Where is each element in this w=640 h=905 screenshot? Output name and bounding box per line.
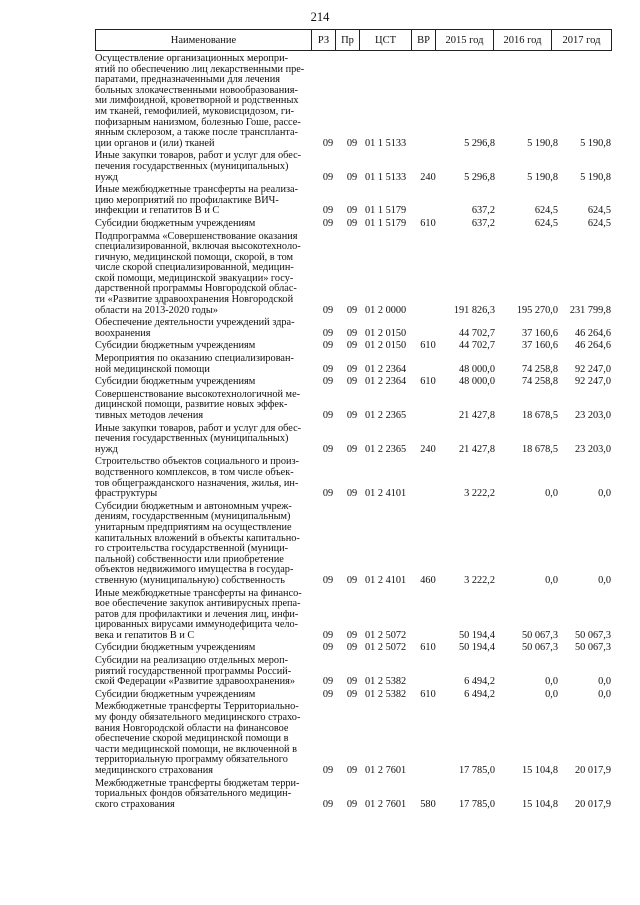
cell-2016: 195 270,0: [516, 304, 558, 316]
header-rz: РЗ: [312, 30, 336, 51]
cell-pr: 09: [346, 629, 358, 641]
cell-2017: 23 203,0: [574, 443, 611, 455]
row-name: Субсидии бюджетным учреждениям: [95, 376, 256, 388]
table-row: [95, 424, 615, 456]
cell-2015: 21 427,8: [458, 410, 495, 421]
header-2016: 2016 год: [494, 30, 552, 51]
cell-cst: 01 2 4101: [365, 574, 407, 586]
cell-cst: 01 2 2364: [365, 376, 407, 388]
cell-pr: 09: [346, 217, 358, 229]
cell-2017: 5 190,8: [580, 137, 611, 149]
cell-cst: 01 2 5382: [365, 676, 407, 688]
cell-cst: 01 2 4101: [365, 488, 407, 500]
cell-rz: 09: [322, 574, 334, 586]
cell-rz: 09: [322, 629, 334, 641]
cell-2015: 3 222,2: [464, 488, 495, 500]
row-name: Субсидии бюджетным учреждениям: [95, 642, 256, 654]
cell-2017: 0,0: [598, 574, 611, 586]
header-pr: Пр: [336, 30, 360, 51]
cell-rz: 09: [322, 376, 334, 388]
cell-vr: 580: [420, 798, 436, 810]
cell-cst: 01 1 5133: [365, 171, 407, 183]
cell-2017: 5 190,8: [580, 171, 611, 183]
cell-pr: 09: [346, 340, 358, 352]
cell-rz: 09: [322, 676, 334, 688]
cell-vr: 610: [420, 642, 436, 654]
cell-2017: 0,0: [598, 688, 611, 700]
cell-rz: 09: [322, 688, 334, 700]
cell-vr: 610: [420, 688, 436, 700]
cell-cst: 01 2 2365: [365, 410, 407, 421]
row-name: Обеспечение деятельности учреждений здра- воохранения: [95, 317, 295, 339]
cell-2016: 18 678,5: [521, 410, 558, 421]
cell-cst: 01 2 0150: [365, 327, 407, 339]
cell-pr: 09: [346, 676, 358, 688]
cell-cst: 01 2 0000: [365, 304, 407, 316]
row-name: Совершенствование высокотехнологичной ме- дицинской помощи, развитие новых эффек- тивных методов лечения: [95, 388, 301, 421]
cell-vr: 610: [420, 376, 436, 388]
cell-vr: 240: [420, 171, 436, 183]
table-row: [95, 354, 615, 375]
cell-2016: 50 067,3: [521, 642, 558, 654]
header-cst: ЦСТ: [360, 30, 412, 51]
cell-2015: 3 222,2: [464, 574, 495, 586]
cell-cst: 01 1 5133: [365, 137, 407, 149]
table-row: [95, 690, 615, 701]
cell-2015: 50 194,4: [458, 629, 495, 641]
cell-2017: 20 017,9: [574, 798, 611, 810]
cell-2015: 48 000,0: [458, 376, 495, 388]
table-row: [95, 318, 615, 339]
cell-2017: 231 799,8: [569, 304, 611, 316]
cell-2016: 50 067,3: [521, 629, 558, 641]
cell-2016: 37 160,6: [521, 327, 558, 339]
row-name: Иные закупки товаров, работ и услуг для обес- печения государственных (муниципальных) нужд: [95, 150, 302, 183]
table-row: [95, 151, 615, 183]
cell-2015: 191 826,3: [453, 304, 495, 316]
cell-cst: 01 2 7601: [365, 765, 407, 776]
cell-rz: 09: [322, 171, 334, 183]
cell-2016: 0,0: [545, 488, 558, 500]
table-row: [95, 185, 615, 217]
cell-2016: 18 678,5: [521, 443, 558, 455]
cell-rz: 09: [322, 217, 334, 229]
cell-2015: 5 296,8: [464, 171, 495, 183]
cell-2015: 17 785,0: [458, 765, 495, 776]
cell-pr: 09: [346, 765, 358, 776]
cell-cst: 01 1 5179: [365, 205, 407, 217]
cell-rz: 09: [322, 137, 334, 149]
cell-2016: 74 258,8: [521, 376, 558, 388]
cell-2016: 5 190,8: [527, 137, 558, 149]
cell-2016: 624,5: [534, 217, 558, 229]
cell-2016: 0,0: [545, 574, 558, 586]
cell-2015: 48 000,0: [458, 363, 495, 375]
cell-2017: 50 067,3: [574, 642, 611, 654]
cell-cst: 01 2 5382: [365, 688, 407, 700]
cell-pr: 09: [346, 443, 358, 455]
header-2015: 2015 год: [436, 30, 494, 51]
row-name: Субсидии бюджетным учреждениям: [95, 340, 256, 352]
cell-2015: 6 494,2: [464, 688, 495, 700]
table-row: [95, 341, 615, 352]
cell-cst: 01 2 2364: [365, 363, 407, 375]
cell-2017: 92 247,0: [574, 376, 611, 388]
cell-pr: 09: [346, 488, 358, 500]
row-name: Мероприятия по оказанию специализирован- ной медицинской помощи: [95, 353, 294, 375]
cell-2015: 637,2: [471, 217, 495, 229]
cell-rz: 09: [322, 327, 334, 339]
header-name: Наименование: [96, 30, 312, 51]
row-name: Осуществление организационных меропри- ятий по обеспечению лиц лекарственными пре- паратами, предназначенными для лечения больных злокачественными новообразования- ми лимфоидной, кроветворной и родственных им тканей, гемофилией, муковисцидозом, ги- пофизарным нанизмом, болезнью Гоше, рассе- янным склерозом, а также после транспланта- ции органов и (или) тканей: [95, 53, 305, 149]
cell-rz: 09: [322, 363, 334, 375]
table-row: [95, 589, 615, 642]
row-name: Субсидии бюджетным и автономным учреж- дениям, государственным (муниципальным) унитарным предприятиям на осуществление капитальных вложений в объекты капитально- го строительства государственной (муници- пальной) собственности или приобретение объектов недвижимого имущества в государ- ственную (муниципальную) собственность: [95, 500, 300, 586]
row-name: Иные межбюджетные трансферты на финансо- вое обеспечение закупок антивирусных препа- ратов для профилактики и лечения лиц, инфи- цированных вирусами иммунодефицита чело- века и гепатитов В и С: [95, 587, 302, 641]
row-name: Подпрограмма «Совершенствование оказания специализированной, включая высокотехноло- гичную, медицинской помощи, скорой, в том числе скорой специализированной, медицин- ской помощи, медицинской эвакуации» госу- дарственной программы Новгородской облас- ти «Развитие здравоохранения Новгородской области на 2013-2020 годы»: [95, 230, 301, 316]
cell-vr: 240: [420, 443, 436, 455]
cell-2016: 37 160,6: [521, 340, 558, 352]
table-row: [95, 377, 615, 388]
table-row: [95, 219, 615, 230]
cell-2017: 92 247,0: [574, 363, 611, 375]
cell-2017: 0,0: [598, 488, 611, 500]
cell-cst: 01 2 7601: [365, 798, 407, 810]
table-row: [95, 457, 615, 499]
cell-vr: 460: [420, 574, 436, 586]
table-row: [95, 643, 615, 654]
cell-pr: 09: [346, 137, 358, 149]
cell-pr: 09: [346, 642, 358, 654]
cell-cst: 01 1 5179: [365, 217, 407, 229]
cell-2015: 50 194,4: [458, 642, 495, 654]
table-row: [95, 502, 615, 587]
cell-2017: 50 067,3: [574, 629, 611, 641]
table-row: [95, 779, 615, 811]
cell-pr: 09: [346, 171, 358, 183]
cell-pr: 09: [346, 363, 358, 375]
row-name: Иные закупки товаров, работ и услуг для обес- печения государственных (муниципальных) нужд: [95, 422, 302, 455]
cell-rz: 09: [322, 765, 334, 776]
cell-2016: 5 190,8: [527, 171, 558, 183]
cell-pr: 09: [346, 574, 358, 586]
cell-2017: 624,5: [587, 217, 611, 229]
cell-rz: 09: [322, 205, 334, 217]
table-row: [95, 390, 615, 422]
cell-rz: 09: [322, 410, 334, 421]
row-name: Иные межбюджетные трансферты на реализа- цию мероприятий по профилактике ВИЧ- инфекции и гепатитов В и С: [95, 184, 299, 217]
page-number: 214: [310, 10, 330, 24]
cell-2015: 21 427,8: [458, 443, 495, 455]
cell-2015: 17 785,0: [458, 798, 495, 810]
cell-2015: 637,2: [471, 205, 495, 217]
cell-2016: 74 258,8: [521, 363, 558, 375]
cell-cst: 01 2 5072: [365, 642, 407, 654]
row-name: Субсидии бюджетным учреждениям: [95, 217, 256, 229]
cell-2017: 20 017,9: [574, 765, 611, 776]
table-body: [95, 54, 615, 812]
cell-2017: 0,0: [598, 676, 611, 688]
cell-vr: 610: [420, 340, 436, 352]
cell-rz: 09: [322, 304, 334, 316]
cell-pr: 09: [346, 798, 358, 810]
table-header: [95, 29, 612, 51]
cell-2016: 0,0: [545, 676, 558, 688]
cell-cst: 01 2 0150: [365, 340, 407, 352]
cell-rz: 09: [322, 340, 334, 352]
cell-rz: 09: [322, 642, 334, 654]
row-name: Субсидии на реализацию отдельных мероп- риятий государственной программы Россий- ской Федерации «Развитие здравоохранения»: [95, 655, 296, 688]
cell-pr: 09: [346, 304, 358, 316]
table-row: [95, 54, 615, 149]
cell-rz: 09: [322, 443, 334, 455]
cell-2016: 0,0: [545, 688, 558, 700]
header-2017: 2017 год: [552, 30, 612, 51]
cell-vr: 610: [420, 217, 436, 229]
row-name: Субсидии бюджетным учреждениям: [95, 688, 256, 700]
row-name: Межбюджетные трансферты бюджетам терри- ториальных фондов обязательного медицин- ского страхования: [95, 777, 300, 810]
cell-2015: 6 494,2: [464, 676, 495, 688]
cell-rz: 09: [322, 798, 334, 810]
row-name: Строительство объектов социального и произ- водственного комплексов, в том числе объек- тов общегражданского назначения, жилья, ин- фраструктуры: [95, 456, 299, 500]
cell-pr: 09: [346, 376, 358, 388]
cell-2017: 46 264,6: [574, 340, 611, 352]
cell-rz: 09: [322, 488, 334, 500]
cell-pr: 09: [346, 327, 358, 339]
cell-2016: 15 104,8: [521, 765, 558, 776]
cell-2017: 46 264,6: [574, 327, 611, 339]
table-row: [95, 656, 615, 688]
cell-pr: 09: [346, 410, 358, 421]
cell-2016: 624,5: [534, 205, 558, 217]
row-name: Межбюджетные трансферты Территориально- му фонду обязательного медицинского страхо- вания Новгородской области на финансовое обеспечение скорой медицинской помощи в части медицинской помощи, не включенной в территориальную программу обязательного медицинского страхования: [95, 701, 301, 776]
cell-2015: 5 296,8: [464, 137, 495, 149]
cell-2015: 44 702,7: [458, 340, 495, 352]
table-row: [95, 232, 615, 317]
cell-cst: 01 2 2365: [365, 443, 407, 455]
header-vr: ВР: [412, 30, 436, 51]
cell-cst: 01 2 5072: [365, 629, 407, 641]
table-row: [95, 702, 615, 776]
cell-pr: 09: [346, 688, 358, 700]
cell-pr: 09: [346, 205, 358, 217]
cell-2017: 624,5: [587, 205, 611, 217]
cell-2016: 15 104,8: [521, 798, 558, 810]
cell-2015: 44 702,7: [458, 327, 495, 339]
cell-2017: 23 203,0: [574, 410, 611, 421]
